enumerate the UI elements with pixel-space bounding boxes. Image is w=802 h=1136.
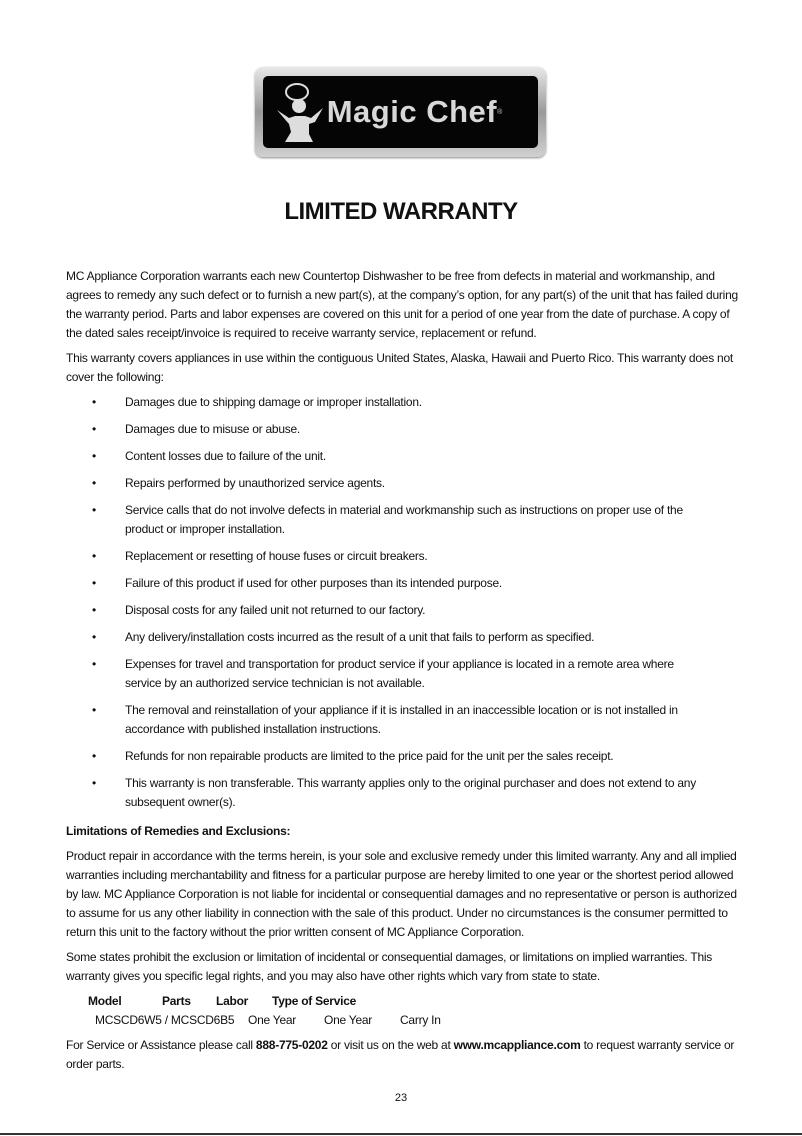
cell-service-type: Carry In	[400, 1013, 441, 1027]
list-item: • Expenses for travel and transportation for product service if your appliance is located in a remote area where service by an authorized service technician is not available.	[66, 655, 705, 693]
logo-text: Magic Chef	[326, 94, 498, 129]
list-item: • Damages due to misuse or abuse.	[66, 420, 705, 439]
header-parts: Parts	[162, 994, 191, 1008]
cell-parts: One Year	[248, 1013, 297, 1027]
limitations-paragraph: Product repair in accordance with the terms herein, is your sole and exclusive remedy under this limited warranty. Any and all implied warranties including merchantability and fitness for a particular purpose are hereby limited to one year or the shortest period allowed by law. MC Appliance Corporation is not liable for incidental or consequential damages and no representative or person is authorized to assume for us any other liability in connection with the sale of this product. Under no circumstances is the consumer permitted to return this unit to the factory without the prior written consent of MC Appliance Corporation.	[66, 849, 737, 939]
list-item: • Any delivery/installation costs incurred as the result of a unit that fails to perform as specified.	[66, 628, 705, 647]
contact-prefix: For Service or Assistance please call	[66, 1038, 256, 1052]
table-row	[66, 1011, 746, 1030]
contact-middle: or visit us on the web at	[327, 1038, 454, 1052]
header-service-type: Type of Service	[272, 994, 357, 1008]
contact-paragraph	[66, 1036, 746, 1074]
cell-model: MCSCD6W5 / MCSCD6B5	[95, 1013, 235, 1027]
header-labor: Labor	[216, 994, 249, 1008]
phone-number: 888-775-0202	[255, 1038, 328, 1052]
list-item: • Refunds for non repairable products are limited to the price paid for the unit per the sales receipt.	[66, 747, 705, 766]
website-link[interactable]: www.mcappliance.com	[453, 1038, 581, 1052]
page-number: 23	[394, 1092, 408, 1104]
registered-mark: ®	[497, 108, 503, 116]
list-item: • Disposal costs for any failed unit not returned to our factory.	[66, 601, 705, 620]
warranty-body	[66, 267, 746, 1080]
limitations-heading: Limitations of Remedies and Exclusions:	[66, 824, 291, 838]
list-item: • This warranty is non transferable. This warranty applies only to the original purchaser and does not extend to any subsequent owner(s).	[66, 774, 705, 812]
coverage-paragraph: This warranty covers appliances in use within the contiguous United States, Alaska, Hawaii and Puerto Rico. This warranty does not cover the following:	[66, 351, 733, 384]
state-rights-paragraph: Some states prohibit the exclusion or limitation of incidental or consequential damages, or limitations on implied warranties. This warranty gives you specific legal rights, and you may also have other rights which vary from state to state.	[66, 950, 713, 983]
bottom-divider	[0, 1133, 802, 1135]
exclusions-list	[66, 393, 746, 812]
table-header	[66, 992, 746, 1011]
magic-chef-logo	[255, 67, 546, 157]
list-item: • Service calls that do not involve defects in material and workmanship such as instructions on proper use of the product or improper installation.	[66, 501, 705, 539]
chef-mascot-icon	[275, 80, 325, 146]
page-title: LIMITED WARRANTY	[284, 198, 518, 225]
list-item: • Damages due to shipping damage or improper installation.	[66, 393, 705, 412]
list-item: • Replacement or resetting of house fuses or circuit breakers.	[66, 547, 705, 566]
list-item: • Repairs performed by unauthorized service agents.	[66, 474, 705, 493]
list-item: • Content losses due to failure of the unit.	[66, 447, 705, 466]
intro-paragraph: MC Appliance Corporation warrants each new Countertop Dishwasher to be free from defects in material and workmanship, and agrees to remedy any such defect or to furnish a new part(s), at the company’s option, for any part(s) of the unit that has failed during the warranty period. Parts and labor expenses are covered on this unit for a period of one year from the date of purchase. A copy of the dated sales receipt/invoice is required to receive warranty service, replacement or refund.	[66, 269, 738, 340]
list-item: • Failure of this product if used for other purposes than its intended purpose.	[66, 574, 705, 593]
warranty-table	[66, 992, 746, 1030]
header-model: Model	[88, 994, 122, 1008]
list-item: • The removal and reinstallation of your appliance if it is installed in an inaccessible location or is not installed in accordance with published installation instructions.	[66, 701, 705, 739]
cell-labor: One Year	[324, 1013, 373, 1027]
contact-suffix: to request warranty service or order parts.	[66, 1038, 735, 1071]
